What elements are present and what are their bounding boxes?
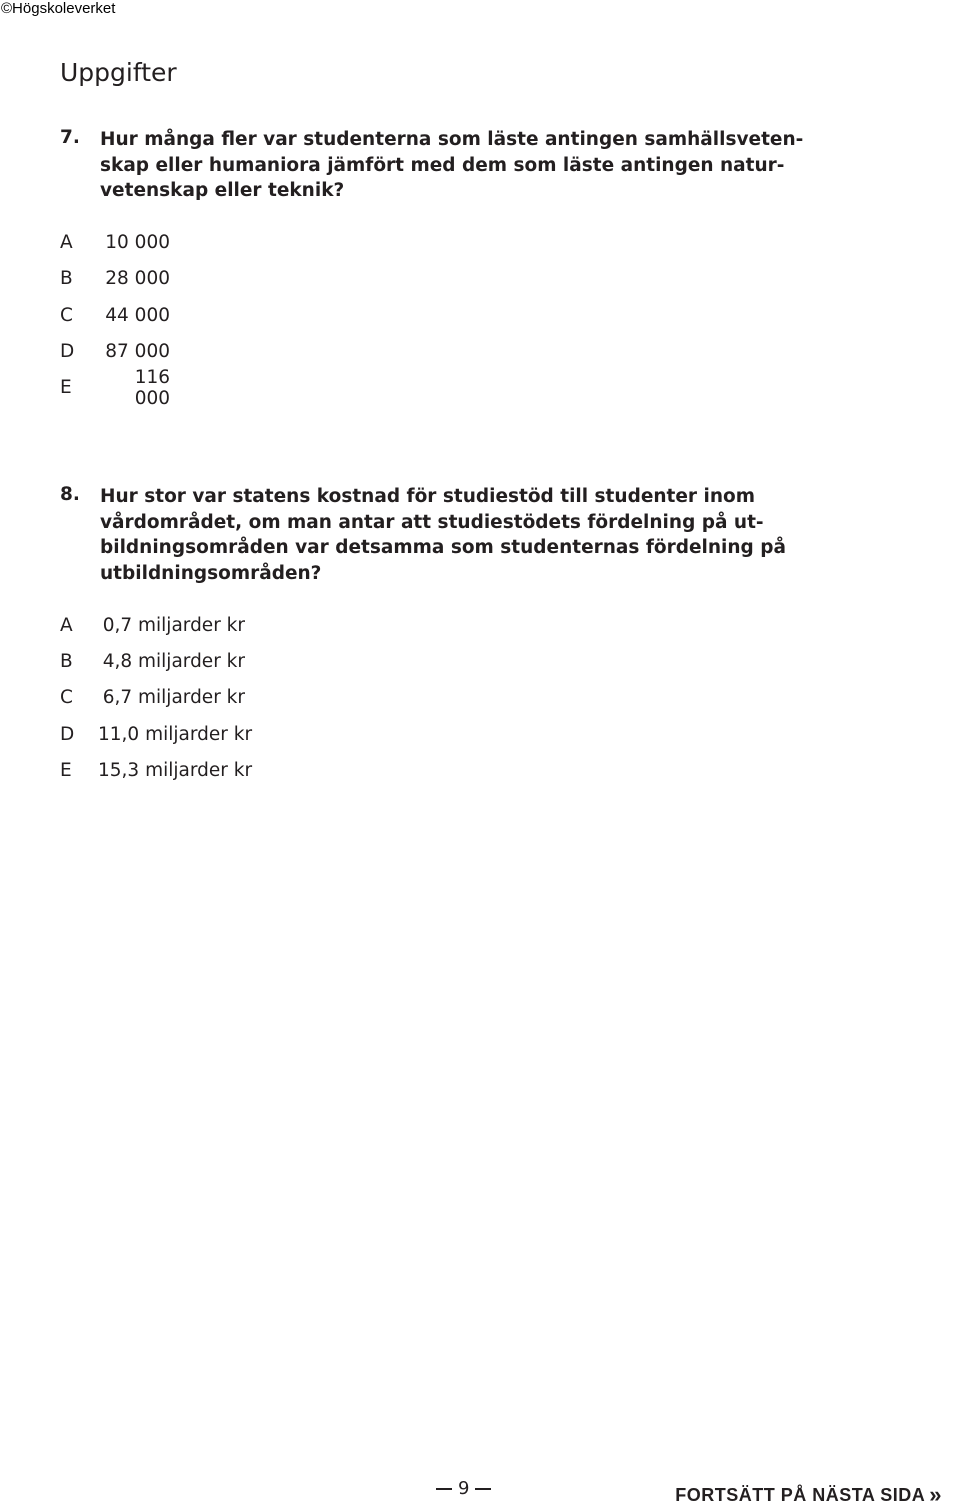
answer-option-b[interactable] bbox=[60, 261, 760, 297]
option-value: 6,7 miljarder kr bbox=[102, 687, 245, 709]
answer-option-d[interactable] bbox=[60, 716, 760, 752]
page-number bbox=[430, 1478, 497, 1499]
question-8-stem bbox=[60, 484, 786, 586]
option-value: 4,8 miljarder kr bbox=[102, 650, 245, 672]
question-text-line: vårdområdet, om man antar att studiestödets fördelning på ut- bbox=[100, 511, 764, 533]
answer-option-c[interactable] bbox=[60, 297, 760, 333]
next-page-label: FORTSÄTT PÅ NÄSTA SIDA bbox=[675, 1485, 926, 1505]
option-letter: D bbox=[60, 723, 75, 745]
question-text-line: skap eller humaniora jämfört med dem som läste antingen natur- bbox=[100, 154, 785, 176]
answer-option-a[interactable] bbox=[60, 607, 760, 643]
option-letter: E bbox=[60, 759, 72, 781]
copyright-notice: ©Högskoleverket bbox=[1, 0, 116, 17]
option-value: 44 000 bbox=[105, 304, 170, 326]
answer-option-d[interactable] bbox=[60, 333, 760, 369]
option-value: 10 000 bbox=[105, 232, 170, 254]
option-letter: B bbox=[60, 268, 73, 290]
question-number: 7. bbox=[60, 127, 80, 148]
question-text-line: Hur många fler var studenterna som läste antingen samhällsveten- bbox=[100, 129, 804, 150]
section-title: Uppgifter bbox=[60, 58, 177, 87]
option-letter: A bbox=[60, 614, 73, 636]
option-letter: A bbox=[60, 232, 73, 254]
option-value: 28 000 bbox=[105, 268, 170, 290]
option-letter: C bbox=[60, 687, 73, 709]
question-7 bbox=[60, 127, 804, 409]
option-value: 116 000 bbox=[134, 366, 170, 409]
double-chevron-right-icon: » bbox=[929, 1482, 942, 1507]
answer-option-b[interactable] bbox=[60, 643, 760, 679]
question-text-line: Hur stor var statens kostnad för studiestöd till studenter inom bbox=[100, 486, 755, 507]
dash-left bbox=[436, 1488, 452, 1490]
answer-option-e[interactable] bbox=[60, 752, 760, 788]
next-page-link[interactable] bbox=[675, 1481, 942, 1507]
answer-option-a[interactable] bbox=[60, 225, 760, 261]
option-letter: E bbox=[60, 377, 72, 399]
question-text-line: utbildningsområden? bbox=[100, 562, 322, 584]
answer-options bbox=[60, 607, 760, 788]
answer-option-e[interactable] bbox=[60, 366, 760, 409]
page-number-value: 9 bbox=[458, 1478, 470, 1499]
dash-right bbox=[475, 1488, 491, 1490]
question-text bbox=[100, 484, 786, 586]
option-value: 0,7 miljarder kr bbox=[102, 614, 245, 636]
option-letter: C bbox=[60, 304, 73, 326]
option-value: 11,0 miljarder kr bbox=[98, 723, 253, 745]
option-value: 15,3 miljarder kr bbox=[98, 759, 253, 781]
question-number: 8. bbox=[60, 484, 80, 505]
option-letter: B bbox=[60, 650, 73, 672]
question-7-stem bbox=[60, 127, 804, 204]
option-value: 87 000 bbox=[105, 341, 170, 363]
question-text-line: bildningsområden var detsamma som studenternas fördelning på bbox=[100, 537, 786, 558]
question-8 bbox=[60, 484, 786, 788]
answer-options bbox=[60, 225, 760, 409]
option-letter: D bbox=[60, 341, 75, 363]
answer-option-c[interactable] bbox=[60, 680, 760, 716]
question-text bbox=[100, 127, 803, 204]
question-text-line: vetenskap eller teknik? bbox=[100, 180, 345, 201]
